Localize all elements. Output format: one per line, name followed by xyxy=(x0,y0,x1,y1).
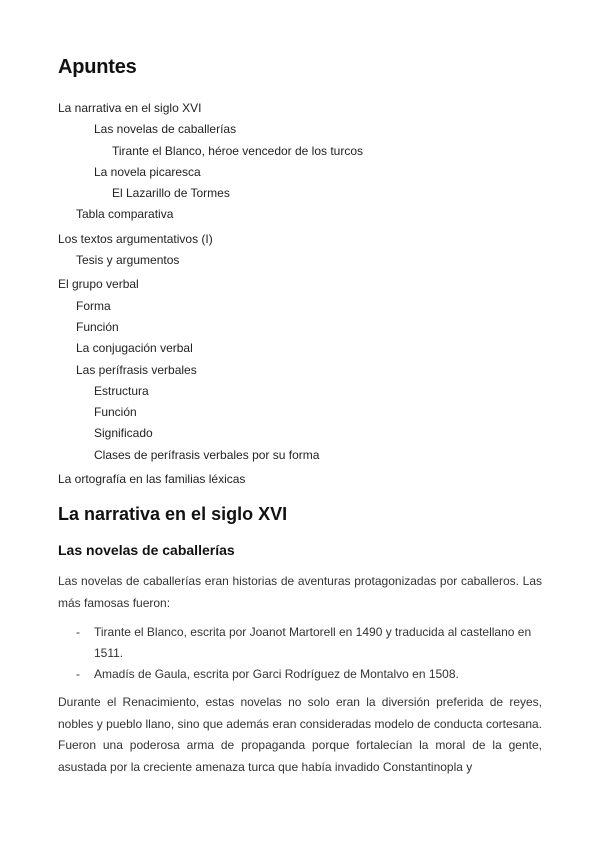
body-paragraph: Durante el Renacimiento, estas novelas no solo eran la diversión preferida de reyes, nobles y pueblo llano, sino que además eran consideradas modelo de conducta cortesana. Fueron una poderosa arma de propaganda porque fortalecían la moral de la gente, asustada por la creciente amenaza turca que había invadido Constantinopla y xyxy=(58,695,542,774)
toc-item-novelas-caballerias[interactable]: Las novelas de caballerías xyxy=(94,122,237,137)
toc-item-significado[interactable]: Significado xyxy=(94,426,153,441)
toc-item-tesis-argumentos[interactable]: Tesis y argumentos xyxy=(76,253,180,268)
table-of-contents xyxy=(58,98,542,490)
toc-item-tirante-el-blanco[interactable]: Tirante el Blanco, héroe vencedor de los turcos xyxy=(112,143,364,158)
toc-item-clases-perifrasis[interactable]: Clases de perífrasis verbales por su forma xyxy=(94,447,320,462)
list-item xyxy=(58,664,542,685)
toc-item-ortografia-familias-lexicas[interactable]: La ortografía en las familias léxicas xyxy=(58,472,246,487)
list-item xyxy=(58,622,542,664)
novels-list xyxy=(58,622,542,685)
intro-paragraph: Las novelas de caballerías eran historias de aventuras protagonizadas por caballeros. Las más famosas fueron: xyxy=(58,574,542,610)
section-heading: La narrativa en el siglo XVI xyxy=(58,504,288,524)
list-item-text: Tirante el Blanco, escrita por Joanot Martorell en 1490 y traducida al castellano en 1511. xyxy=(94,625,532,660)
toc-item-funcion[interactable]: Función xyxy=(76,319,119,334)
list-item-text: Amadís de Gaula, escrita por Garci Rodríguez de Montalvo en 1508. xyxy=(94,667,459,681)
toc-item-conjugacion-verbal[interactable]: La conjugación verbal xyxy=(76,341,193,356)
toc-item-funcion-perifrasis[interactable]: Función xyxy=(94,405,137,420)
toc-item-forma[interactable]: Forma xyxy=(76,298,111,313)
toc-item-tabla-comparativa[interactable]: Tabla comparativa xyxy=(76,207,174,222)
toc-item-grupo-verbal[interactable]: El grupo verbal xyxy=(58,277,139,292)
toc-item-narrativa-siglo-xvi[interactable]: La narrativa en el siglo XVI xyxy=(58,101,202,115)
toc-item-lazarillo-de-tormes[interactable]: El Lazarillo de Tormes xyxy=(112,186,230,201)
bullet-dash: - xyxy=(76,667,80,681)
document-title: Apuntes xyxy=(58,56,137,78)
toc-item-novela-picaresca[interactable]: La novela picaresca xyxy=(94,164,201,179)
bullet-dash: - xyxy=(76,625,80,639)
toc-item-textos-argumentativos[interactable]: Los textos argumentativos (I) xyxy=(58,231,213,246)
toc-item-perifrasis-verbales[interactable]: Las perífrasis verbales xyxy=(76,362,197,377)
subsection-heading: Las novelas de caballerías xyxy=(58,542,235,558)
toc-item-estructura[interactable]: Estructura xyxy=(94,383,149,398)
